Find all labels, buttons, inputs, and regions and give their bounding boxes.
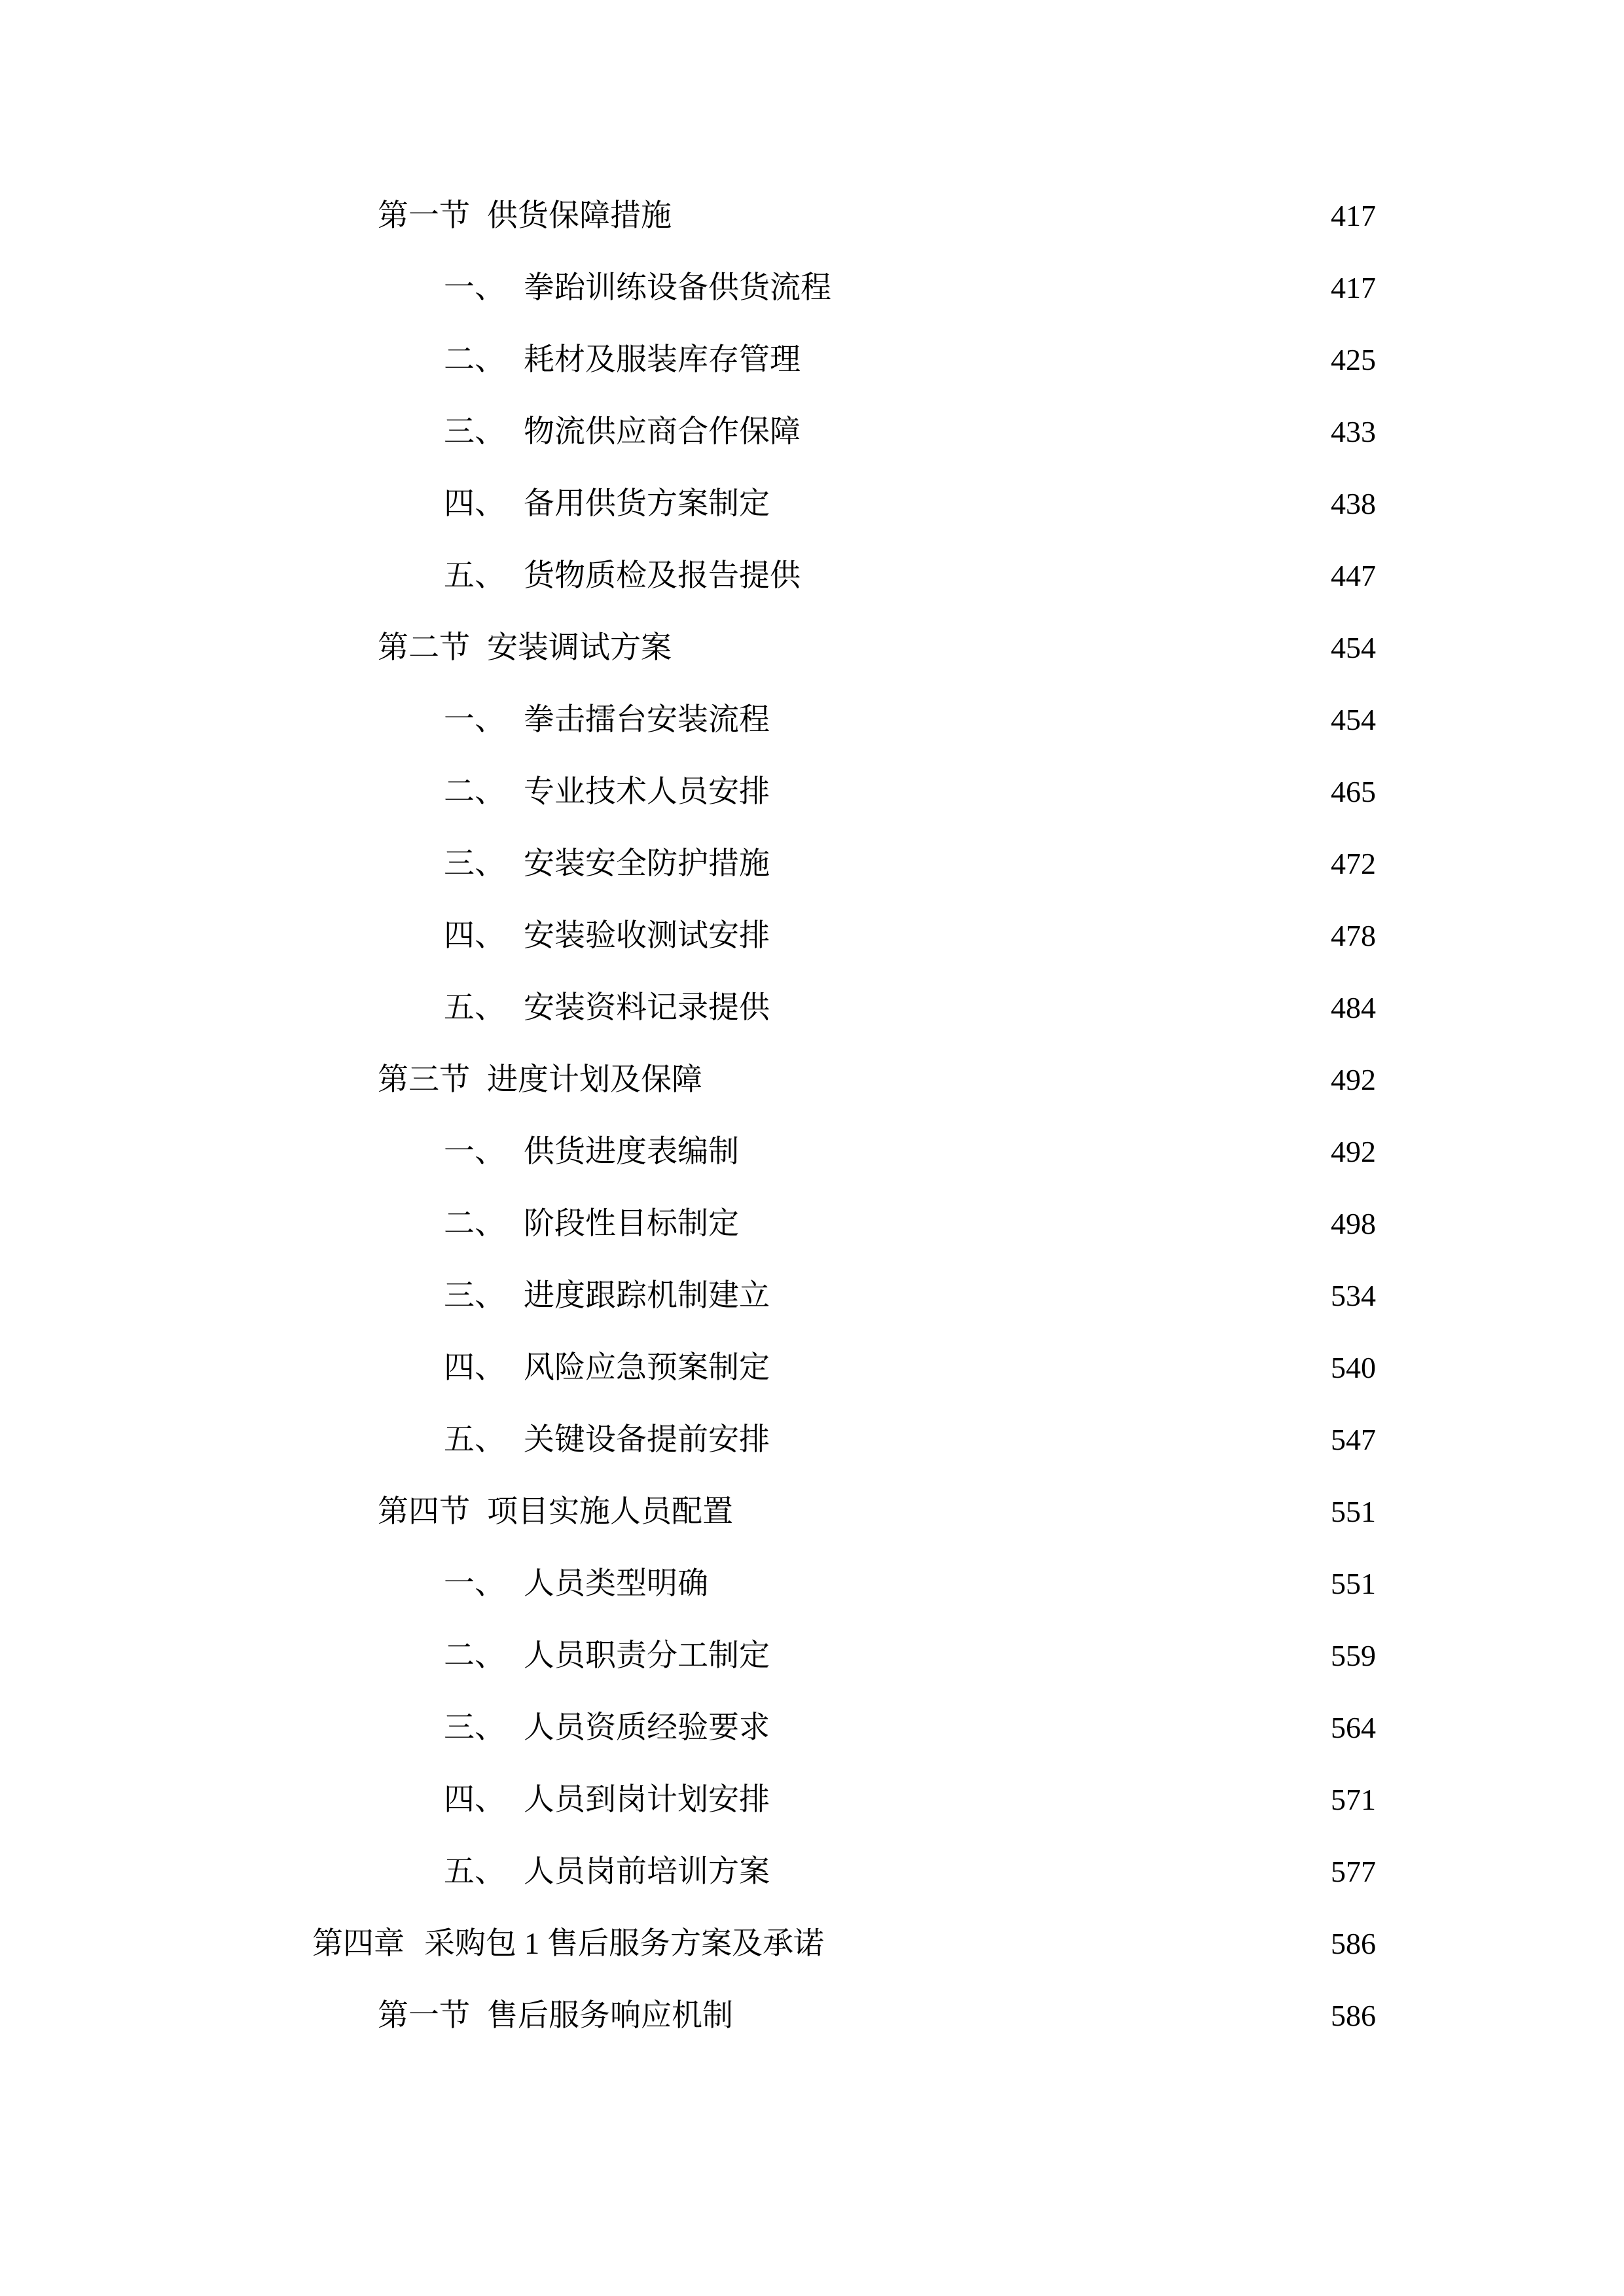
toc-page-number: 433 bbox=[1331, 415, 1376, 448]
toc-entry[interactable] bbox=[444, 766, 1376, 812]
toc-entry[interactable] bbox=[444, 1126, 1376, 1172]
toc-label bbox=[444, 1132, 739, 1172]
toc-entry[interactable] bbox=[444, 1702, 1376, 1748]
toc-prefix: 第一节 bbox=[378, 1999, 470, 2033]
dot-leader bbox=[779, 484, 1321, 524]
dot-leader bbox=[779, 1420, 1321, 1460]
toc-page-number: 492 bbox=[1331, 1135, 1376, 1168]
toc-prefix: 第三节 bbox=[378, 1063, 470, 1097]
toc-entry[interactable] bbox=[444, 478, 1376, 524]
dot-leader bbox=[742, 1492, 1321, 1532]
toc-title: 售后服务响应机制 bbox=[487, 1999, 733, 2033]
toc-title: 安装资料记录提供 bbox=[524, 991, 770, 1025]
toc-entry[interactable] bbox=[378, 1486, 1376, 1532]
dot-leader bbox=[810, 556, 1321, 596]
toc-page-number: 577 bbox=[1331, 1855, 1376, 1888]
toc-prefix: 五、 bbox=[444, 991, 505, 1025]
toc-prefix: 一、 bbox=[444, 703, 505, 737]
toc-label bbox=[378, 1492, 733, 1532]
toc-page-number: 454 bbox=[1331, 631, 1376, 664]
toc-prefix: 四、 bbox=[444, 487, 505, 521]
dot-leader bbox=[779, 700, 1321, 740]
toc-page-number: 472 bbox=[1331, 847, 1376, 880]
toc-label bbox=[444, 772, 770, 812]
toc-page-number: 484 bbox=[1331, 991, 1376, 1024]
toc-entry[interactable] bbox=[444, 1198, 1376, 1244]
toc-label bbox=[444, 1636, 770, 1676]
toc-label bbox=[444, 1276, 770, 1316]
toc-label bbox=[444, 844, 770, 884]
toc-title: 项目实施人员配置 bbox=[487, 1495, 733, 1529]
toc-entry[interactable] bbox=[444, 1342, 1376, 1388]
toc-prefix: 三、 bbox=[444, 1279, 505, 1313]
toc-title: 人员资质经验要求 bbox=[524, 1711, 770, 1745]
toc-page-number: 564 bbox=[1331, 1711, 1376, 1744]
toc-title: 供货进度表编制 bbox=[524, 1135, 739, 1169]
toc-entry[interactable] bbox=[444, 694, 1376, 740]
toc-title: 备用供货方案制定 bbox=[524, 487, 770, 521]
toc-entry[interactable] bbox=[444, 262, 1376, 308]
toc-entry[interactable] bbox=[444, 982, 1376, 1028]
toc-entry[interactable] bbox=[378, 622, 1376, 668]
toc-prefix: 二、 bbox=[444, 343, 505, 377]
toc-entry[interactable] bbox=[444, 1558, 1376, 1604]
toc-entry[interactable] bbox=[378, 1990, 1376, 2036]
toc-entry[interactable] bbox=[378, 1054, 1376, 1100]
toc-entry[interactable] bbox=[444, 406, 1376, 452]
toc-prefix: 四、 bbox=[444, 1351, 505, 1385]
toc-title: 安装验收测试安排 bbox=[524, 919, 770, 953]
toc-title: 专业技术人员安排 bbox=[524, 775, 770, 809]
toc-entry[interactable] bbox=[444, 1270, 1376, 1316]
toc-label bbox=[444, 1420, 770, 1460]
toc-prefix: 五、 bbox=[444, 1855, 505, 1889]
toc-label bbox=[444, 340, 801, 380]
toc-label bbox=[444, 484, 770, 524]
toc-title: 货物质检及报告提供 bbox=[524, 559, 801, 593]
toc-prefix: 三、 bbox=[444, 1711, 505, 1745]
toc-page-number: 492 bbox=[1331, 1063, 1376, 1096]
toc-prefix: 五、 bbox=[444, 559, 505, 593]
toc-prefix: 五、 bbox=[444, 1423, 505, 1457]
toc-label bbox=[444, 700, 770, 740]
toc-label bbox=[444, 988, 770, 1028]
toc-label bbox=[444, 1780, 770, 1820]
toc-label bbox=[312, 1924, 824, 1964]
dot-leader bbox=[712, 1060, 1321, 1100]
toc-page-number: 534 bbox=[1331, 1279, 1376, 1312]
toc-prefix: 四、 bbox=[444, 919, 505, 953]
dot-leader bbox=[779, 988, 1321, 1028]
toc-label bbox=[444, 1204, 739, 1244]
toc-title: 人员到岗计划安排 bbox=[524, 1783, 770, 1817]
dot-leader bbox=[748, 1132, 1321, 1172]
toc-entry[interactable] bbox=[444, 1846, 1376, 1892]
dot-leader bbox=[779, 1852, 1321, 1892]
toc-prefix: 四、 bbox=[444, 1783, 505, 1817]
toc-label bbox=[444, 1348, 770, 1388]
dot-leader bbox=[779, 1348, 1321, 1388]
toc-title: 人员类型明确 bbox=[524, 1567, 708, 1601]
toc-title: 人员职责分工制定 bbox=[524, 1639, 770, 1673]
toc-prefix: 三、 bbox=[444, 415, 505, 449]
dot-leader bbox=[779, 1780, 1321, 1820]
toc-prefix: 一、 bbox=[444, 1135, 505, 1169]
toc-entry[interactable] bbox=[312, 1918, 1376, 1964]
toc-page-number: 559 bbox=[1331, 1639, 1376, 1672]
toc-entry[interactable] bbox=[444, 910, 1376, 956]
dot-leader bbox=[748, 1204, 1321, 1244]
toc-title: 安装安全防护措施 bbox=[524, 847, 770, 881]
toc-title: 风险应急预案制定 bbox=[524, 1351, 770, 1385]
toc-page-number: 547 bbox=[1331, 1423, 1376, 1456]
toc-label bbox=[444, 412, 801, 452]
toc-entry[interactable] bbox=[444, 838, 1376, 884]
toc-title: 耗材及服装库存管理 bbox=[524, 343, 801, 377]
toc-page-number: 540 bbox=[1331, 1351, 1376, 1384]
toc-page-number: 425 bbox=[1331, 343, 1376, 376]
dot-leader bbox=[833, 1924, 1321, 1964]
toc-page-number: 417 bbox=[1331, 199, 1376, 232]
toc-label bbox=[378, 628, 672, 668]
toc-page-number: 447 bbox=[1331, 559, 1376, 592]
toc-page-number: 571 bbox=[1331, 1783, 1376, 1816]
toc-prefix: 第二节 bbox=[378, 631, 470, 665]
toc-page-number: 454 bbox=[1331, 703, 1376, 736]
toc-title: 进度跟踪机制建立 bbox=[524, 1279, 770, 1313]
toc-page-number: 586 bbox=[1331, 1927, 1376, 1960]
toc-entry[interactable] bbox=[444, 1630, 1376, 1676]
toc-label bbox=[378, 1060, 702, 1100]
toc-entry[interactable] bbox=[378, 190, 1376, 236]
toc-label bbox=[444, 268, 831, 308]
toc-entry[interactable] bbox=[444, 550, 1376, 596]
toc-label bbox=[378, 1996, 733, 2036]
dot-leader bbox=[717, 1564, 1321, 1604]
dot-leader bbox=[840, 268, 1321, 308]
dot-leader bbox=[779, 844, 1321, 884]
toc-title: 人员岗前培训方案 bbox=[524, 1855, 770, 1889]
toc-entry[interactable] bbox=[444, 334, 1376, 380]
toc-title: 进度计划及保障 bbox=[487, 1063, 702, 1097]
toc-title: 采购包 1 售后服务方案及承诺 bbox=[424, 1927, 824, 1961]
toc-prefix: 二、 bbox=[444, 1207, 505, 1241]
toc-title: 物流供应商合作保障 bbox=[524, 415, 801, 449]
toc-title: 供货保障措施 bbox=[487, 199, 672, 233]
dot-leader bbox=[779, 1636, 1321, 1676]
dot-leader bbox=[681, 628, 1321, 668]
toc-label bbox=[378, 196, 672, 236]
toc-page-number: 551 bbox=[1331, 1567, 1376, 1600]
toc-prefix: 第一节 bbox=[378, 199, 470, 233]
dot-leader bbox=[810, 340, 1321, 380]
dot-leader bbox=[810, 412, 1321, 452]
toc-title: 安装调试方案 bbox=[487, 631, 672, 665]
toc-title: 关键设备提前安排 bbox=[524, 1423, 770, 1457]
toc-page-number: 586 bbox=[1331, 1999, 1376, 2032]
toc-page-number: 417 bbox=[1331, 271, 1376, 304]
toc-page-number: 498 bbox=[1331, 1207, 1376, 1240]
toc-prefix: 一、 bbox=[444, 271, 505, 305]
toc-prefix: 第四章 bbox=[312, 1927, 405, 1961]
toc-prefix: 二、 bbox=[444, 775, 505, 809]
toc-page-number: 438 bbox=[1331, 487, 1376, 520]
toc-label bbox=[444, 1564, 708, 1604]
toc-label bbox=[444, 556, 801, 596]
dot-leader bbox=[779, 772, 1321, 812]
toc-page-number: 465 bbox=[1331, 775, 1376, 808]
toc-title: 阶段性目标制定 bbox=[524, 1207, 739, 1241]
dot-leader bbox=[779, 916, 1321, 956]
dot-leader bbox=[779, 1708, 1321, 1748]
toc-title: 拳跆训练设备供货流程 bbox=[524, 271, 831, 305]
toc-entry[interactable] bbox=[444, 1414, 1376, 1460]
toc-prefix: 第四节 bbox=[378, 1495, 470, 1529]
toc-prefix: 二、 bbox=[444, 1639, 505, 1673]
dot-leader bbox=[742, 1996, 1321, 2036]
toc-prefix: 三、 bbox=[444, 847, 505, 881]
dot-leader bbox=[779, 1276, 1321, 1316]
toc-page-number: 478 bbox=[1331, 919, 1376, 952]
toc-label bbox=[444, 1852, 770, 1892]
toc-prefix: 一、 bbox=[444, 1567, 505, 1601]
toc-label bbox=[444, 1708, 770, 1748]
dot-leader bbox=[681, 196, 1321, 236]
toc-title: 拳击擂台安装流程 bbox=[524, 703, 770, 737]
toc-page-number: 551 bbox=[1331, 1495, 1376, 1528]
toc-entry[interactable] bbox=[444, 1774, 1376, 1820]
toc-label bbox=[444, 916, 770, 956]
